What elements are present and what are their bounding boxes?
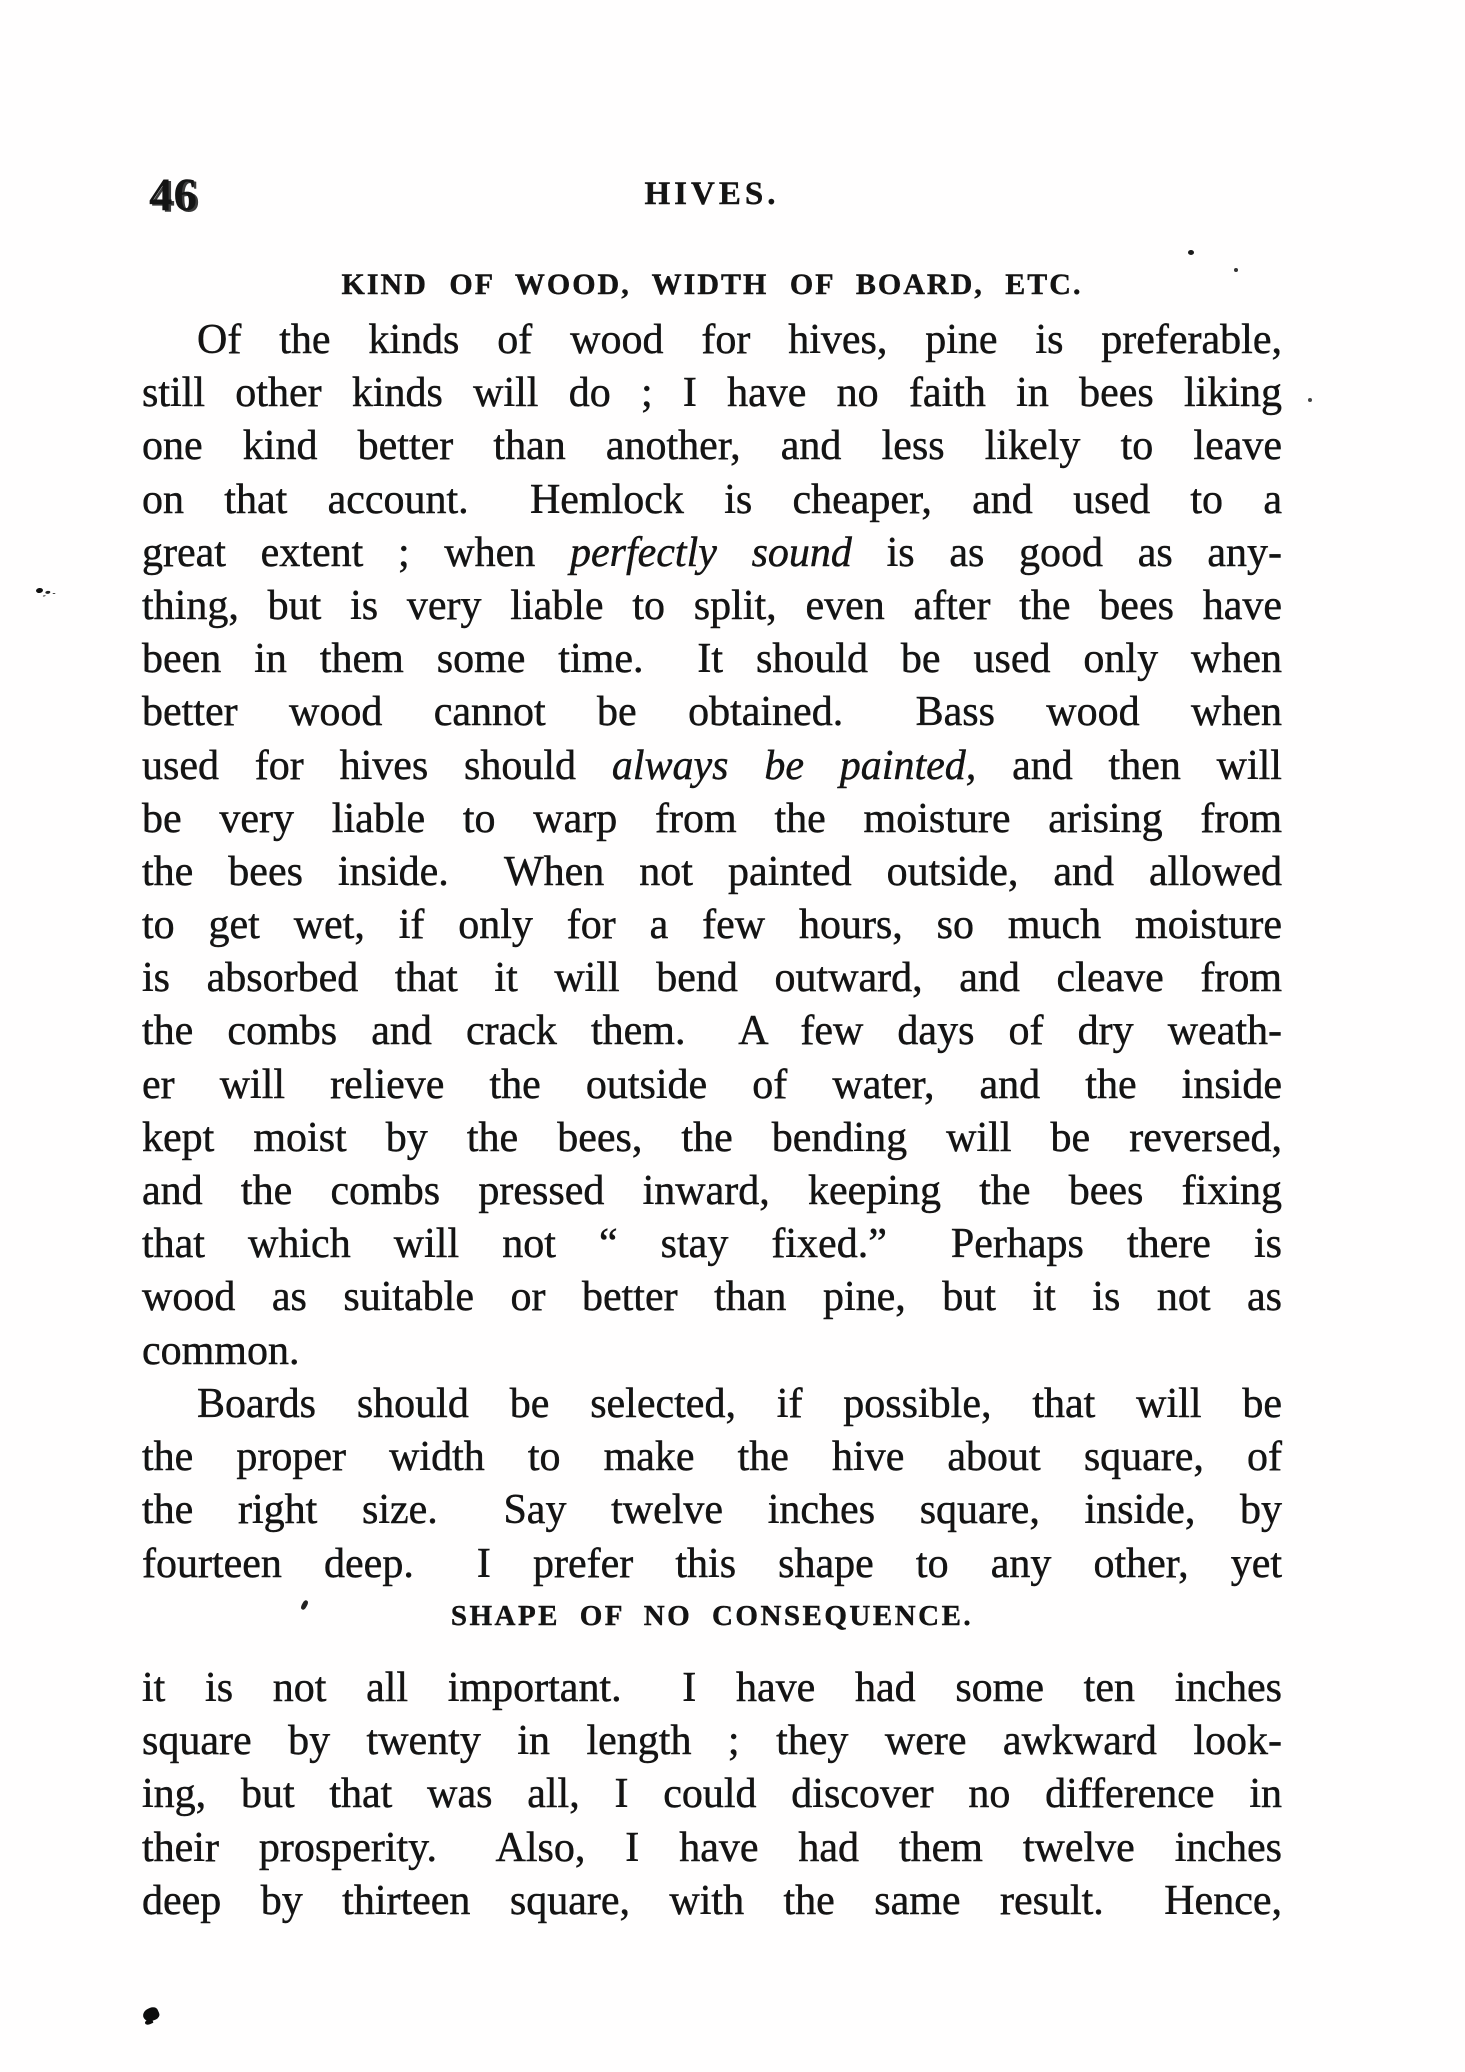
text-line: is absorbed that it will bend outward, and cleave from <box>142 955 1282 1002</box>
text-run: used for hives should <box>142 742 612 789</box>
text-line: the bees inside. When not painted outside, and allowed <box>142 848 1282 895</box>
text-line: the right size. Say twelve inches square, inside, by <box>142 1487 1282 1534</box>
text-line: be very liable to warp from the moisture arising from <box>142 795 1282 842</box>
ink-squiggle-mark <box>36 588 44 594</box>
text-line: it is not all important. I have had some ten inches <box>142 1665 1282 1711</box>
ink-speck <box>1308 398 1312 402</box>
text-line: square by twenty in length ; they were awkward look- <box>142 1718 1282 1765</box>
text-line <box>142 527 1282 580</box>
text-run: and then will <box>976 742 1282 789</box>
text-line: fourteen deep. I prefer this shape to any other, yet <box>142 1540 1282 1587</box>
text-line: Boards should be selected, if possible, that will be <box>197 1381 1282 1427</box>
text-line: kept moist by the bees, the bending will be reversed, <box>142 1114 1282 1161</box>
italic-text-run: perfectly sound <box>569 529 852 576</box>
page-number: 46 <box>149 169 198 221</box>
text-line: better wood cannot be obtained. Bass wood when <box>142 689 1282 736</box>
paragraph-kind-of-wood <box>142 314 1282 1378</box>
text-line: still other kinds will do ; I have no faith in bees liking <box>142 370 1282 417</box>
text-line: the combs and crack them. A few days of dry weath- <box>142 1008 1282 1055</box>
paragraph-shape <box>142 1662 1282 1928</box>
text-line: common. <box>142 1327 300 1374</box>
text-run: great extent ; when <box>142 529 570 576</box>
text-line: ing, but that was all, I could discover no difference in <box>142 1771 1282 1818</box>
text-line: on that account. Hemlock is cheaper, and used to a <box>142 476 1282 523</box>
text-line: that which will not “ stay fixed.” Perhaps there is <box>142 1221 1282 1268</box>
text-line: deep by thirteen square, with the same result. Hence, <box>142 1877 1282 1924</box>
text-line: to get wet, if only for a few hours, so much moisture <box>142 902 1282 949</box>
section-heading-kind-of-wood: KIND OF WOOD, WIDTH OF BOARD, ETC. <box>341 268 1083 301</box>
text-line: been in them some time. It should be used only when <box>142 636 1282 683</box>
text-line: thing, but is very liable to split, even after the bees have <box>142 582 1282 629</box>
text-line: wood as suitable or better than pine, but it is not as <box>142 1274 1282 1321</box>
text-run: is as good as any- <box>851 529 1283 576</box>
section-heading-shape: SHAPE OF NO CONSEQUENCE. <box>450 1600 974 1632</box>
italic-text-run: always be painted, <box>611 742 977 789</box>
text-line <box>142 740 1282 793</box>
ink-speck <box>1188 250 1194 255</box>
text-line: and the combs pressed inward, keeping the bees fixing <box>142 1168 1282 1214</box>
paragraph-boards <box>142 1378 1282 1591</box>
running-header: HIVES. <box>644 176 780 212</box>
ink-speck <box>1234 268 1238 272</box>
ink-blot <box>141 2005 161 2023</box>
text-line: er will relieve the outside of water, and the inside <box>142 1061 1282 1108</box>
text-line: Of the kinds of wood for hives, pine is preferable, <box>197 317 1282 363</box>
text-line: the proper width to make the hive about square, of <box>142 1434 1282 1481</box>
text-line: their prosperity. Also, I have had them twelve inches <box>142 1824 1282 1871</box>
text-line: one kind better than another, and less likely to leave <box>142 423 1282 470</box>
